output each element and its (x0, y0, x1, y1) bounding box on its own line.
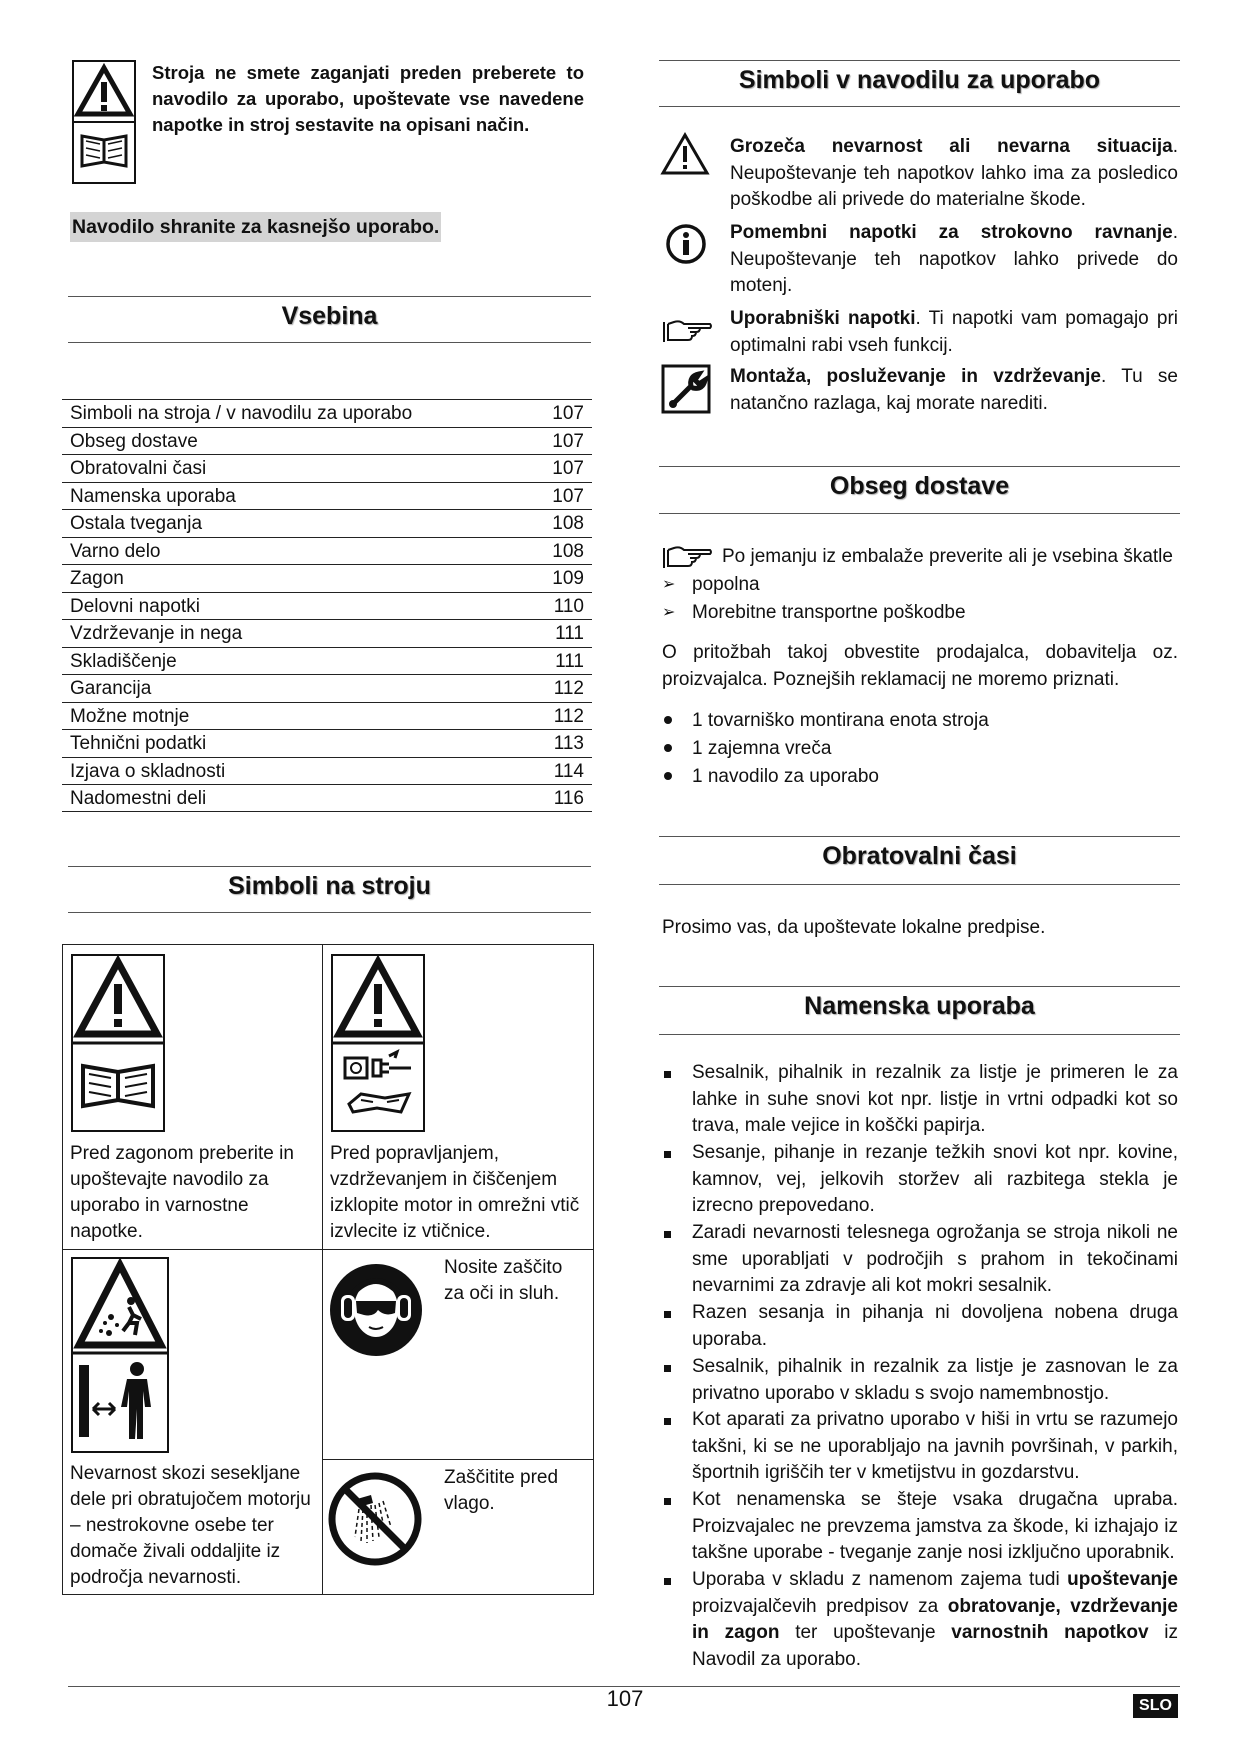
toc-row-label: Nadomestni deli (70, 788, 207, 809)
intended-use-item: Kot aparati za privatno uporabo v hiši in vrtu se razumejo takšni, ki se ne uporabljajo na javnih površinah, v parkih, športnih igriščih ter v kmetijstvu in gozdarstvu. (692, 1409, 1178, 1483)
unplug-text: Pred popravljanjem, vzdrževanjem in čiščenjem izklopite motor in omrežni vtič izvlecite iz vtičnice. (330, 1143, 580, 1242)
intended-use-last-item (692, 1567, 1178, 1673)
toc-table (62, 399, 592, 812)
toc-row (62, 399, 592, 427)
toc-row-label: Ostala tveganja (70, 513, 203, 534)
toc-row-page: 107 (552, 430, 584, 452)
arrow-bullet-icon: ➢ (662, 576, 676, 593)
last-bold-1: upoštevanje (1067, 1569, 1178, 1590)
toc-row (62, 729, 592, 757)
square-bullet (664, 1071, 671, 1078)
pointing-hand-icon (662, 318, 714, 344)
toc-row (62, 482, 592, 510)
toc-row-page: 111 (555, 650, 584, 672)
toc-row-page: 111 (555, 623, 584, 644)
toc-row-label: Simboli na stroja / v navodilu za uporabo (70, 403, 413, 424)
intro-warning-text: Stroja ne smete zaganjati preden preberete to navodilo za uporabo, upoštevate vse navedene napotke in stroj sestavite na opisani način. (152, 62, 584, 135)
read-manual-icon (71, 954, 165, 1132)
bullet-dot (664, 772, 672, 780)
last-bold-3: varnostnih napotkov (951, 1622, 1149, 1643)
user-note-title: Uporabniški napotki (730, 308, 916, 329)
toc-row (62, 509, 592, 537)
delivery-item: 1 zajemna vreča (692, 738, 832, 759)
info-note-title: Pomembni napotki za strokovno ravnanje (730, 222, 1173, 243)
square-bullet (664, 1418, 671, 1425)
wrench-icon (661, 364, 711, 414)
arrow-bullet-icon: ➢ (662, 604, 676, 621)
toc-row (62, 619, 592, 647)
toc-row-page: 116 (553, 788, 584, 809)
square-bullet (664, 1578, 671, 1585)
last-text-c: proizvajalčevih predpisov za (692, 1595, 939, 1617)
unplug-before-service-icon (331, 954, 425, 1132)
bullet-dot (664, 716, 672, 724)
danger-note-title: Grozeča nevarnost ali nevarna situacija (730, 136, 1173, 157)
toc-row-page: 107 (552, 458, 584, 479)
danger-note-text: Neupoštevanje teh napotkov lahko ima za posledico poškodbe ali privede do materialne škode. (730, 162, 1178, 210)
toc-row (62, 454, 592, 482)
operating-times-text: Prosimo vas, da upoštevate lokalne predpise. (662, 917, 1046, 938)
toc-row (62, 674, 592, 702)
warning-icon (74, 62, 134, 182)
danger-triangle-icon (660, 132, 710, 176)
assembly-note-text: Tu se natančno razlaga, kaj morate narediti. (730, 366, 1178, 414)
square-bullet (664, 1151, 671, 1158)
square-bullet (664, 1365, 671, 1372)
delivery-check-item: Morebitne transportne poškodbe (692, 602, 966, 623)
moisture-text: Zaščitite pred vlago. (444, 1467, 559, 1514)
toc-row-label: Možne motnje (70, 705, 190, 727)
eye-ear-protection-icon (329, 1263, 423, 1357)
toc-row (62, 537, 592, 565)
last-bold-2: obratovanje, vzdrževanje in zagon (692, 1595, 1178, 1643)
toc-row-page: 107 (552, 403, 584, 424)
warning-manual-icon-block (72, 60, 136, 184)
operating-times-title: Obratovalni časi (822, 842, 1017, 870)
toc-row-label: Tehnični podatki (70, 733, 207, 754)
protect-from-moisture-icon (327, 1471, 423, 1567)
intended-use-item: Sesalnik, pihalnik in rezalnik za listje je zasnovan le za privatno uporabo v skladu s svojo namembnostjo. (692, 1356, 1178, 1404)
toc-row-label: Obseg dostave (70, 430, 198, 452)
intended-use-item: Zaradi nevarnosti telesnega ogrožanja se stroja nikoli ne sme uporabljati v področjih s prahom in tekočinami nevarnimi za zdravje ali kot mokri sesalnik. (692, 1222, 1178, 1296)
toc-row-page: 114 (553, 760, 584, 782)
language-badge: SLO (1133, 1694, 1178, 1718)
toc-row-page: 108 (552, 513, 584, 534)
intended-use-item: Sesalnik, pihalnik in rezalnik za listje je primeren le za lahke in suhe snovi kot npr. listje in vrtni odpadki kot so trava, male vejice in koščki papirja. (692, 1062, 1178, 1136)
toc-row (62, 647, 592, 675)
toc-row-page: 108 (552, 540, 584, 562)
toc-row (62, 592, 592, 620)
page-number: 107 (606, 1686, 644, 1711)
info-icon (665, 223, 707, 265)
intended-use-item: Razen sesanja in pihanja ni dovoljena nobena druga uporaba. (692, 1302, 1178, 1350)
intended-use-title: Namenska uporaba (804, 992, 1035, 1020)
square-bullet (664, 1498, 671, 1505)
toc-row-label: Zagon (70, 568, 124, 589)
toc-row-page: 113 (553, 733, 584, 754)
info-note-text: Neupoštevanje teh napotkov lahko privede do motenj. (730, 248, 1178, 296)
square-bullet (664, 1311, 671, 1318)
square-bullet (664, 1231, 671, 1238)
info-note: Pomembni napotki za strokovno ravnanje. Neupoštevanje teh napotkov lahko privede do motenj. (730, 222, 1178, 296)
protection-text: Nosite zaščito za oči in sluh. (444, 1257, 563, 1304)
toc-row (62, 784, 592, 812)
intended-use-item: Kot nenamenska se šteje vsaka drugačna upraba. Proizvajalec ne prevzema jamstva za škode, ki izhajajo iz takšne uporabe - tveganje zanje nosi izključno uporabnik. (692, 1489, 1178, 1563)
toc-row-label: Skladiščenje (70, 650, 177, 672)
flying-debris-icon (71, 1257, 169, 1453)
toc-row-page: 110 (553, 595, 584, 617)
danger-note: Grozeča nevarnost ali nevarna situacija. Neupoštevanje teh napotkov lahko ima za posledico poškodbe ali privede do materialne škode. (730, 136, 1178, 210)
debris-text: Nevarnost skozi sesekljane dele pri obratujočem motorju – nestrokovne osebe ter domače živali oddaljite iz področja nevarnosti. (70, 1463, 311, 1588)
toc-title: Vsebina (281, 302, 378, 330)
delivery-check-item: popolna (692, 574, 760, 595)
toc-row-page: 109 (552, 568, 584, 589)
last-text-a: Uporaba v skladu z namenom zajema tudi (692, 1569, 1060, 1590)
toc-row-label: Izjava o skladnosti (70, 760, 226, 782)
assembly-note: Montaža, posluževanje in vzdrževanje. Tu se natančno razlaga, kaj morate narediti. (730, 366, 1178, 414)
toc-row-label: Delovni napotki (70, 595, 200, 617)
manual-symbols-title: Simboli v navodilu za uporabo (738, 66, 1101, 94)
delivery-complaint-text: O pritožbah takoj obvestite prodajalca, dobavitelja oz. proizvajalca. Poznejših reklamacij ne moremo priznati. (662, 642, 1178, 690)
last-text-e: iz Navodil za uporabo. (692, 1622, 1179, 1670)
pointing-hand-icon (662, 544, 714, 570)
toc-row (62, 702, 592, 730)
toc-row-label: Garancija (70, 678, 152, 699)
user-note: Uporabniški napotki. Ti napotki vam pomagajo pri optimalni rabi vseh funkcij. (730, 308, 1178, 356)
delivery-item: 1 tovarniško montirana enota stroja (692, 710, 989, 731)
bullet-dot (664, 744, 672, 752)
delivery-item: 1 navodilo za uporabo (692, 766, 879, 787)
toc-row-label: Namenska uporaba (70, 485, 236, 507)
toc-row-page: 112 (553, 705, 584, 727)
machine-symbols-table (62, 944, 594, 1595)
user-note-text: Ti napotki vam pomagajo pri optimalni rabi vseh funkcij. (730, 308, 1178, 356)
delivery-title: Obseg dostave (829, 472, 1010, 500)
toc-row (62, 427, 592, 455)
keep-manual-note: Navodilo shranite za kasnejšo uporabo. (70, 212, 441, 242)
last-text-d: ter upoštevanje (795, 1622, 936, 1643)
toc-row-page: 107 (552, 485, 584, 507)
machine-symbols-title: Simboli na stroju (228, 872, 431, 900)
toc-row-page: 112 (553, 678, 584, 699)
toc-row (62, 564, 592, 592)
delivery-check-text: Po jemanju iz embalaže preverite ali je vsebina škatle (722, 546, 1173, 567)
intended-use-item: Sesanje, pihanje in rezanje težkih snovi kot npr. kovine, kamnov, vej, jelkovih storžev ali razbitega stekla je izrecno prepovedano. (692, 1142, 1178, 1216)
toc-row-label: Varno delo (70, 540, 161, 562)
toc-row-label: Obratovalni časi (70, 458, 207, 479)
read-manual-text: Pred zagonom preberite in upoštevajte navodilo za uporabo in varnostne napotke. (70, 1143, 294, 1242)
toc-row-label: Vzdrževanje in nega (70, 623, 243, 644)
assembly-note-title: Montaža, posluževanje in vzdrževanje (730, 366, 1101, 387)
toc-row (62, 757, 592, 785)
